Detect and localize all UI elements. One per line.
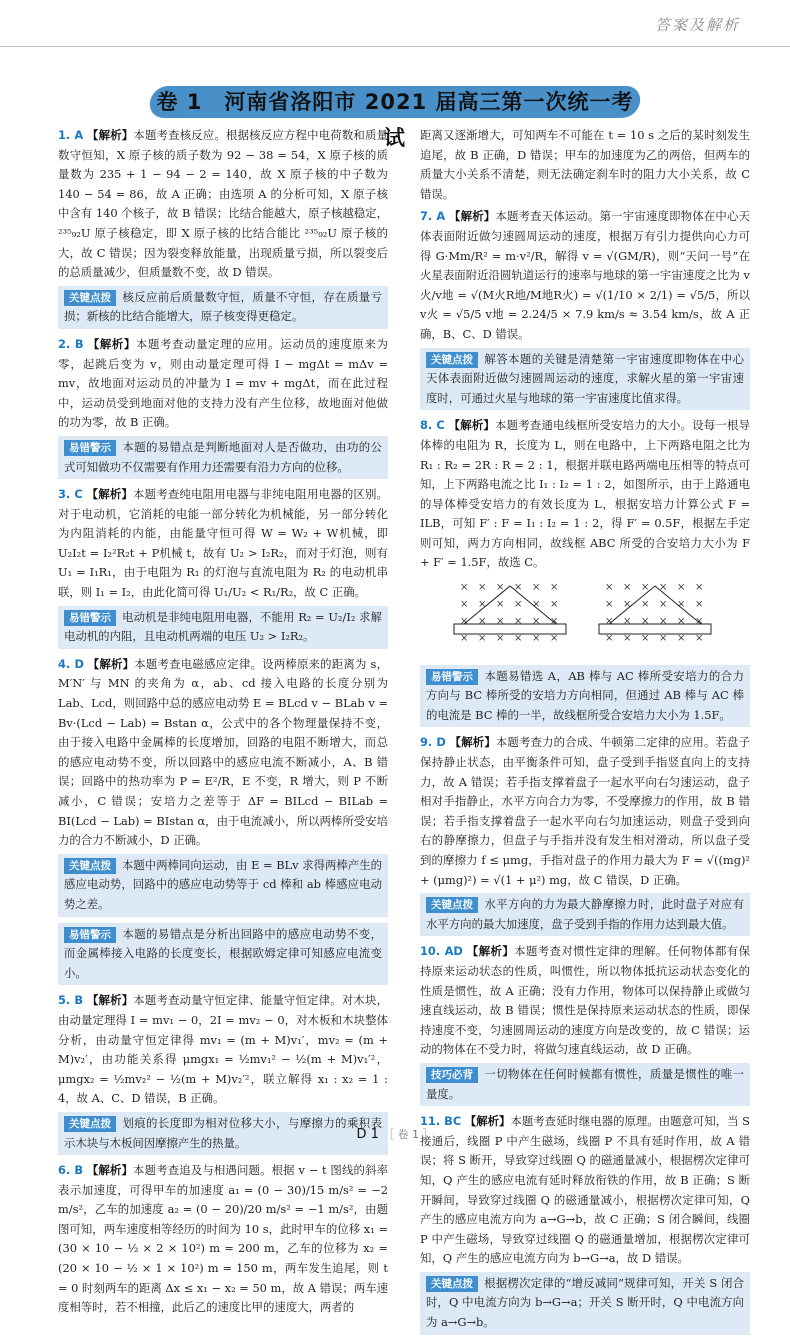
answer-number: 6. B bbox=[58, 1163, 84, 1178]
svg-text:×: × bbox=[605, 599, 614, 611]
tip-box bbox=[420, 348, 750, 411]
answer-item bbox=[58, 991, 388, 1109]
circuit-figure bbox=[420, 578, 750, 650]
analysis-tag: 【解析】 bbox=[449, 735, 496, 750]
tip-text: 一切物体在任何时候都有惯性，质量是惯性的唯一量度。 bbox=[426, 1066, 744, 1101]
answer-text: 本题考查电磁感应定律。设两棒原来的距离为 s，M′N′ 与 MN 的夹角为 α，ab、cd 接入电路的长度分别为 Lab、Lcd，则回路中总的感应电动势 E = BLcd v − BLab v = Bv·(Lcd − Lab) = Bstan α，公式中的各个物理量保持不变，由于接入电路中金属棒的长度增加，回路的电阻不断增大，而总的感应电动势不变，所以回路中的感应电流不断减小，A、B 错误；回路中的热功率为 P = E²/R，E 不变，R 增大，则 P 不断减小，C 错误；安培力之差等于 ΔF = BILcd − BILab = BI(Lcd − Lab) = BIstan α，由于电流减小，所以两棒所受安培力的合力不断减小，D 正确。 bbox=[58, 656, 388, 848]
analysis-tag: 【解析】 bbox=[466, 944, 515, 959]
svg-text:×: × bbox=[659, 633, 668, 645]
tip-box bbox=[420, 1063, 750, 1106]
svg-text:×: × bbox=[550, 616, 559, 628]
tip-box bbox=[58, 606, 388, 649]
tip-text: 本题的易错点是分析出回路中的感应电动势不变，而金属棒接入电路的长度变长，根据欧姆定律可知感应电流变小。 bbox=[64, 926, 382, 980]
tip-label: 关键点拨 bbox=[64, 290, 116, 306]
answer-item bbox=[58, 485, 388, 603]
tip-text: 本题的易错点是判断地面对人是否做功，由功的公式可知做功不仅需要有作用力还需要有沿力方向的位移。 bbox=[64, 439, 382, 474]
svg-text:×: × bbox=[478, 599, 487, 611]
svg-text:×: × bbox=[677, 599, 686, 611]
answer-text: 本题考查延时继电器的原理。由题意可知，当 S 接通后，线圈 P 中产生磁场，线圈 P 不具有延时作用，故 A 错误；将 S 断开，导致穿过线圈 Q 的磁通量减小，根据楞次定律可知，Q 产生的感应电流有延时释放衔铁的作用，故 B 正确；S 断开瞬间，导致穿过线圈 Q 的磁通量减小，根据楞次定律可知，Q 产生的感应电流方向为 a→G→b，故 C 正确；S 闭合瞬间，线圈 P 中产生磁场，导致穿过线圈 Q 的磁通量增加，根据楞次定律可知，Q 产生的感应电流方向为 b→G→a，故 D 错误。 bbox=[420, 1114, 750, 1266]
svg-text:×: × bbox=[677, 616, 686, 628]
answer-text: 本题考查通电线框所受安培力的大小。设每一根导体棒的电阻为 R，长度为 L，则在电路中，上下两路电阻之比为 R₁ : R₂ = 2R : R = 2 : 1，根据并联电路两端电压相等的特点可知，上下两路电流之比 I₁ : I₂ = 1 : 2，如图所示，由于上路通电的导体棒受安培力的有效长度为 L，根据安培力计算公式 F = ILB，可知 F′ : F = I₁ : I₂ = 1 : 2，得 F′ = 0.5F，根据左手定则可知，两力方向相同，故线框 ABC 所受的合安培力大小为 F + F′ = 1.5F，故选 C。 bbox=[420, 418, 751, 570]
page-title: 卷 1 河南省洛阳市 2021 届高三第一次统一考试 bbox=[156, 90, 634, 150]
svg-text:×: × bbox=[623, 616, 632, 628]
analysis-tag: 【解析】 bbox=[86, 993, 134, 1008]
answer-text: 本题考查动量定理的应用。运动员的速度原来为零，起跳后变为 v，则由动量定理可得 I − mgΔt = mΔv = mv，故地面对运动员的冲量为 I = mv + mgΔt，而在此过程中，运动员受到地面对他的支持力没有产生位移，故地面对他做的功为零，故 B 正确。 bbox=[58, 336, 388, 430]
answer-item bbox=[420, 126, 750, 204]
header-rule bbox=[0, 46, 790, 47]
svg-text:×: × bbox=[641, 599, 650, 611]
svg-text:×: × bbox=[677, 633, 686, 645]
tip-box bbox=[420, 1272, 750, 1335]
tip-text: 本题中两棒同向运动，由 E = BLv 求得两棒产生的感应电动势，回路中的感应电动势等于 cd 棒和 ab 棒感应电动势之差。 bbox=[64, 857, 382, 911]
svg-text:×: × bbox=[460, 599, 469, 611]
svg-text:×: × bbox=[550, 582, 559, 594]
answer-item bbox=[420, 733, 750, 890]
svg-text:×: × bbox=[605, 616, 614, 628]
svg-text:×: × bbox=[532, 599, 541, 611]
svg-text:×: × bbox=[641, 582, 650, 594]
svg-text:×: × bbox=[623, 599, 632, 611]
svg-text:×: × bbox=[605, 582, 614, 594]
analysis-tag: 【解析】 bbox=[87, 336, 136, 351]
svg-text:×: × bbox=[695, 633, 704, 645]
analysis-tag: 【解析】 bbox=[86, 1163, 134, 1178]
svg-text:×: × bbox=[677, 582, 686, 594]
tip-label: 关键点拨 bbox=[426, 1276, 478, 1292]
svg-text:×: × bbox=[641, 616, 650, 628]
answer-number: 2. B bbox=[58, 336, 84, 351]
tip-label: 关键点拨 bbox=[426, 352, 478, 368]
answer-text: 距离又逐渐增大，可知两车不可能在 t = 10 s 之后的某时刻发生追尾，故 B 正确，D 错误；甲车的加速度为乙的两倍，但两车的质量大小关系不清楚，则无法确定刹车时的阻力大小关系，故 C 错误。 bbox=[420, 128, 750, 201]
right-column bbox=[420, 126, 750, 1341]
svg-text:×: × bbox=[550, 633, 559, 645]
svg-text:×: × bbox=[695, 599, 704, 611]
svg-text:×: × bbox=[496, 599, 505, 611]
analysis-tag: 【解析】 bbox=[86, 487, 134, 502]
svg-text:×: × bbox=[532, 616, 541, 628]
answer-number: 5. B bbox=[58, 993, 84, 1008]
svg-text:×: × bbox=[514, 633, 523, 645]
answer-text: 本题考查追及与相遇问题。根据 v − t 图线的斜率表示加速度，可得甲车的加速度 a₁ = (0 − 30)/15 m/s² = −2 m/s²，乙车的加速度 a₂ = (0 − 20)/20 m/s² = −1 m/s²，由题图可知，两车速度相等经历的时间为 10 s，此时甲车的位移 x₁ = (30 × 10 − ½ × 2 × 10²) m = 200 m，乙车的位移为 x₂ = (20 × 10 − ½ × 1 × 10²) m = 150 m，两车发生追尾，则 t = 0 时刻两车的距离 Δx ≤ x₁ − x₂ = 50 m，故 A 错误；两车速度相等时，若不相撞，此后乙的速度比甲的速度大，两者的 bbox=[58, 1163, 388, 1315]
answer-text: 本题考查对惯性定律的理解。任何物体都有保持原来运动状态的性质，叫惯性，所以物体抵抗运动状态变化的性质是惯性，故 A 正确；没有力作用，物体可以保持静止或做匀速直线运动，故 B 错误；惯性是保持原来运动状态的性质，即保持速度不变，匀速圆周运动的速度方向是改变的，故 C 错误；运动的物体在不受力时，将做匀速直线运动，故 D 正确。 bbox=[420, 944, 750, 1057]
svg-text:×: × bbox=[460, 616, 469, 628]
answer-number: 4. D bbox=[58, 656, 84, 671]
answer-item bbox=[420, 942, 750, 1060]
svg-text:×: × bbox=[659, 599, 668, 611]
answer-item bbox=[58, 335, 388, 433]
svg-text:×: × bbox=[514, 616, 523, 628]
answer-item bbox=[420, 416, 750, 573]
svg-text:×: × bbox=[605, 633, 614, 645]
answer-text: 本题考查核反应。根据核反应方程中电荷数和质量数守恒知，X 原子核的质子数为 92 − 38 = 54，X 原子核的质量数为 235 + 1 − 94 − 2 = 140，故 X 原子核的中子数为 140 − 54 = 86，故 A 正确；由选项 A 的分析可知，X 原子核中含有 140 个核子，故 B 错误；比结合能越大，原子核越稳定，²³⁵₉₂U 原子核稳定，即 X 原子核的比结合能比 ²³⁵₉₂U 原子核的大，故 C 错误；因为裂变释放能量，出现质量亏损，所以裂变后的总质量减少，但质量数不变，故 D 错误。 bbox=[58, 128, 388, 280]
tip-label: 关键点拨 bbox=[64, 1116, 116, 1132]
svg-text:×: × bbox=[623, 582, 632, 594]
svg-text:×: × bbox=[460, 582, 469, 594]
svg-text:×: × bbox=[641, 633, 650, 645]
tip-label: 关键点拨 bbox=[64, 858, 116, 874]
tip-box bbox=[58, 923, 388, 986]
svg-text:×: × bbox=[478, 616, 487, 628]
answer-item bbox=[58, 126, 388, 283]
tip-label: 易错警示 bbox=[64, 927, 116, 943]
answer-number: 3. C bbox=[58, 487, 83, 502]
tip-label: 易错警示 bbox=[426, 669, 478, 685]
svg-text:×: × bbox=[514, 582, 523, 594]
answer-text: 本题考查天体运动。第一宇宙速度即物体在中心天体表面附近做匀速圆周运动的速度，根据万有引力提供向心力可得 G·Mm/R² = m·v²/R，解得 v = √(GM/R)，则“天问一号”在火星表面附近沿圆轨道运行的速率与地球的第一宇宙速度之比为 v火/v地 = √(M火R地/M地R火) = √(1/10 × 2/1) = √5/5，所以 v火 = √5/5 v地 = 2.24/5 × 7.9 km/s ≈ 3.54 km/s，故 A 正确，B、C、D 错误。 bbox=[420, 209, 750, 341]
tip-text: 核反应前后质量数守恒，质量不守恒，存在质量亏损；新核的比结合能增大，原子核变得更稳定。 bbox=[64, 289, 382, 324]
svg-text:×: × bbox=[695, 616, 704, 628]
svg-text:×: × bbox=[623, 633, 632, 645]
tip-text: 水平方向的力为最大静摩擦力时，此时盘子对应有水平方向的最大加速度，盘子受到手指的作用力达到最大值。 bbox=[426, 897, 744, 931]
answer-item bbox=[58, 655, 388, 851]
tip-label: 技巧必背 bbox=[426, 1067, 478, 1083]
answer-text: 本题考查纯电阻用电器与非纯电阻用电器的区别。对于电动机，它消耗的电能一部分转化为机械能，另一部分转化为内阻消耗的内能，由能量守恒可得 W = W₂ + W机械，即 U₂I₂t = I₂²R₂t + P机械 t，故有 U₂ > I₂R₂，而对于灯泡，则有 U₁ = I₁R₁，由于电阻为 R₁ 的灯泡与直流电阻为 R₂ 的电动机串联，则 I₁ = I₂，由此化简可得 U₁/U₂ < R₁/R₂，故 C 正确。 bbox=[58, 487, 389, 600]
tip-box bbox=[58, 286, 388, 329]
answer-number: 1. A bbox=[58, 128, 84, 142]
svg-text:×: × bbox=[496, 633, 505, 645]
answer-number: 11. BC bbox=[420, 1114, 462, 1129]
tip-text: 解答本题的关键是清楚第一宇宙速度即物体在中心天体表面附近做匀速圆周运动的速度，求解火星的第一宇宙速度时，可通过火星与地球的第一宇宙速度比值求得。 bbox=[426, 351, 744, 405]
svg-text:×: × bbox=[514, 599, 523, 611]
svg-text:×: × bbox=[659, 616, 668, 628]
tip-label: 易错警示 bbox=[64, 610, 116, 626]
answer-text: 本题考查力的合成、牛顿第二定律的应用。若盘子保持静止状态，由平衡条件可知，盘子受到手指竖直向上的支持力，故 A 错误；若手指支撑着盘子一起水平向右匀速运动，盘子相对手指静止，水平方向合力为零，不受摩擦力的作用，故 B 错误；若手指支撑着盘子一起水平向右匀加速运动，则盘子受到向右的静摩擦力，但盘子与手指并没有发生相对滑动，所以盘子受到的摩擦力 f ≤ μmg，手指对盘子的作用力最大为 F = √((mg)² + (μmg)²) = √(1 + μ²) mg，故 C 错误，D 正确。 bbox=[420, 735, 750, 887]
svg-text:×: × bbox=[496, 582, 505, 594]
svg-text:×: × bbox=[478, 582, 487, 594]
tip-text: 划痕的长度即为相对位移大小，与摩擦力的乘积表示木块与木板间因摩擦产生的热量。 bbox=[64, 1115, 382, 1150]
tip-box bbox=[58, 436, 388, 479]
page-number: D 1 bbox=[356, 1127, 379, 1142]
analysis-tag: 【解析】 bbox=[87, 656, 135, 671]
answer-number: 9. D bbox=[420, 735, 446, 750]
svg-text:×: × bbox=[550, 599, 559, 611]
answer-item bbox=[420, 207, 750, 344]
answer-number: 10. AD bbox=[420, 944, 463, 959]
svg-text:×: × bbox=[478, 633, 487, 645]
analysis-tag: 【解析】 bbox=[464, 1114, 511, 1129]
answer-item bbox=[58, 1161, 388, 1318]
svg-text:×: × bbox=[496, 616, 505, 628]
svg-text:×: × bbox=[659, 582, 668, 594]
tip-text: 本题易错选 A，AB 棒与 AC 棒所受安培力的合力方向与 BC 棒所受的安培力方向相同，但通过 AB 棒与 AC 棒的电流是 BC 棒的一半，故线框所受合安培力大小为 1.5F。 bbox=[426, 668, 744, 722]
tip-text: 电动机是非纯电阻用电器，不能用 R₂ = U₂/I₂ 求解电动机的内阻，且电动机两端的电压 U₂ > I₂R₂。 bbox=[64, 609, 382, 644]
svg-text:×: × bbox=[532, 582, 541, 594]
svg-text:×: × bbox=[695, 582, 704, 594]
tip-box bbox=[420, 893, 750, 936]
page-footer bbox=[0, 1126, 790, 1142]
analysis-tag: 【解析】 bbox=[448, 418, 496, 433]
tip-label: 易错警示 bbox=[64, 440, 116, 456]
header-label: 答案及解析 bbox=[654, 16, 740, 34]
svg-text:×: × bbox=[460, 633, 469, 645]
analysis-tag: 【解析】 bbox=[87, 128, 134, 142]
volume-label: ［ 卷 1 ］ bbox=[383, 1128, 434, 1141]
analysis-tag: 【解析】 bbox=[449, 209, 496, 224]
tip-label: 关键点拨 bbox=[426, 897, 478, 913]
answer-number: 7. A bbox=[420, 209, 446, 224]
tip-text: 根据楞次定律的“增反减同”规律可知，开关 S 闭合时，Q 中电流方向为 b→G→a；开关 S 断开时，Q 中电流方向为 a→G→b。 bbox=[426, 1275, 744, 1330]
svg-text:×: × bbox=[532, 633, 541, 645]
answer-text: 本题考查动量守恒定律、能量守恒定律。对木块，由动量定理得 I = mv₁ − 0，2I = mv₂ − 0，对木板和木块整体分析，由动量守恒定律得 mv₁ = (m + M)v₁′，mv₂ = (m + M)v₂′，由功能关系得 μmgx₁ = ½mv₁² − ½(m + M)v₁′²，μmgx₂ = ½mv₂² − ½(m + M)v₂′²，联立解得 x₁ : x₂ = 1 : 4，故 A、C、D 错误，B 正确。 bbox=[58, 993, 388, 1106]
tip-box bbox=[420, 665, 750, 728]
tip-box bbox=[58, 854, 388, 917]
answer-number: 8. C bbox=[420, 418, 445, 433]
